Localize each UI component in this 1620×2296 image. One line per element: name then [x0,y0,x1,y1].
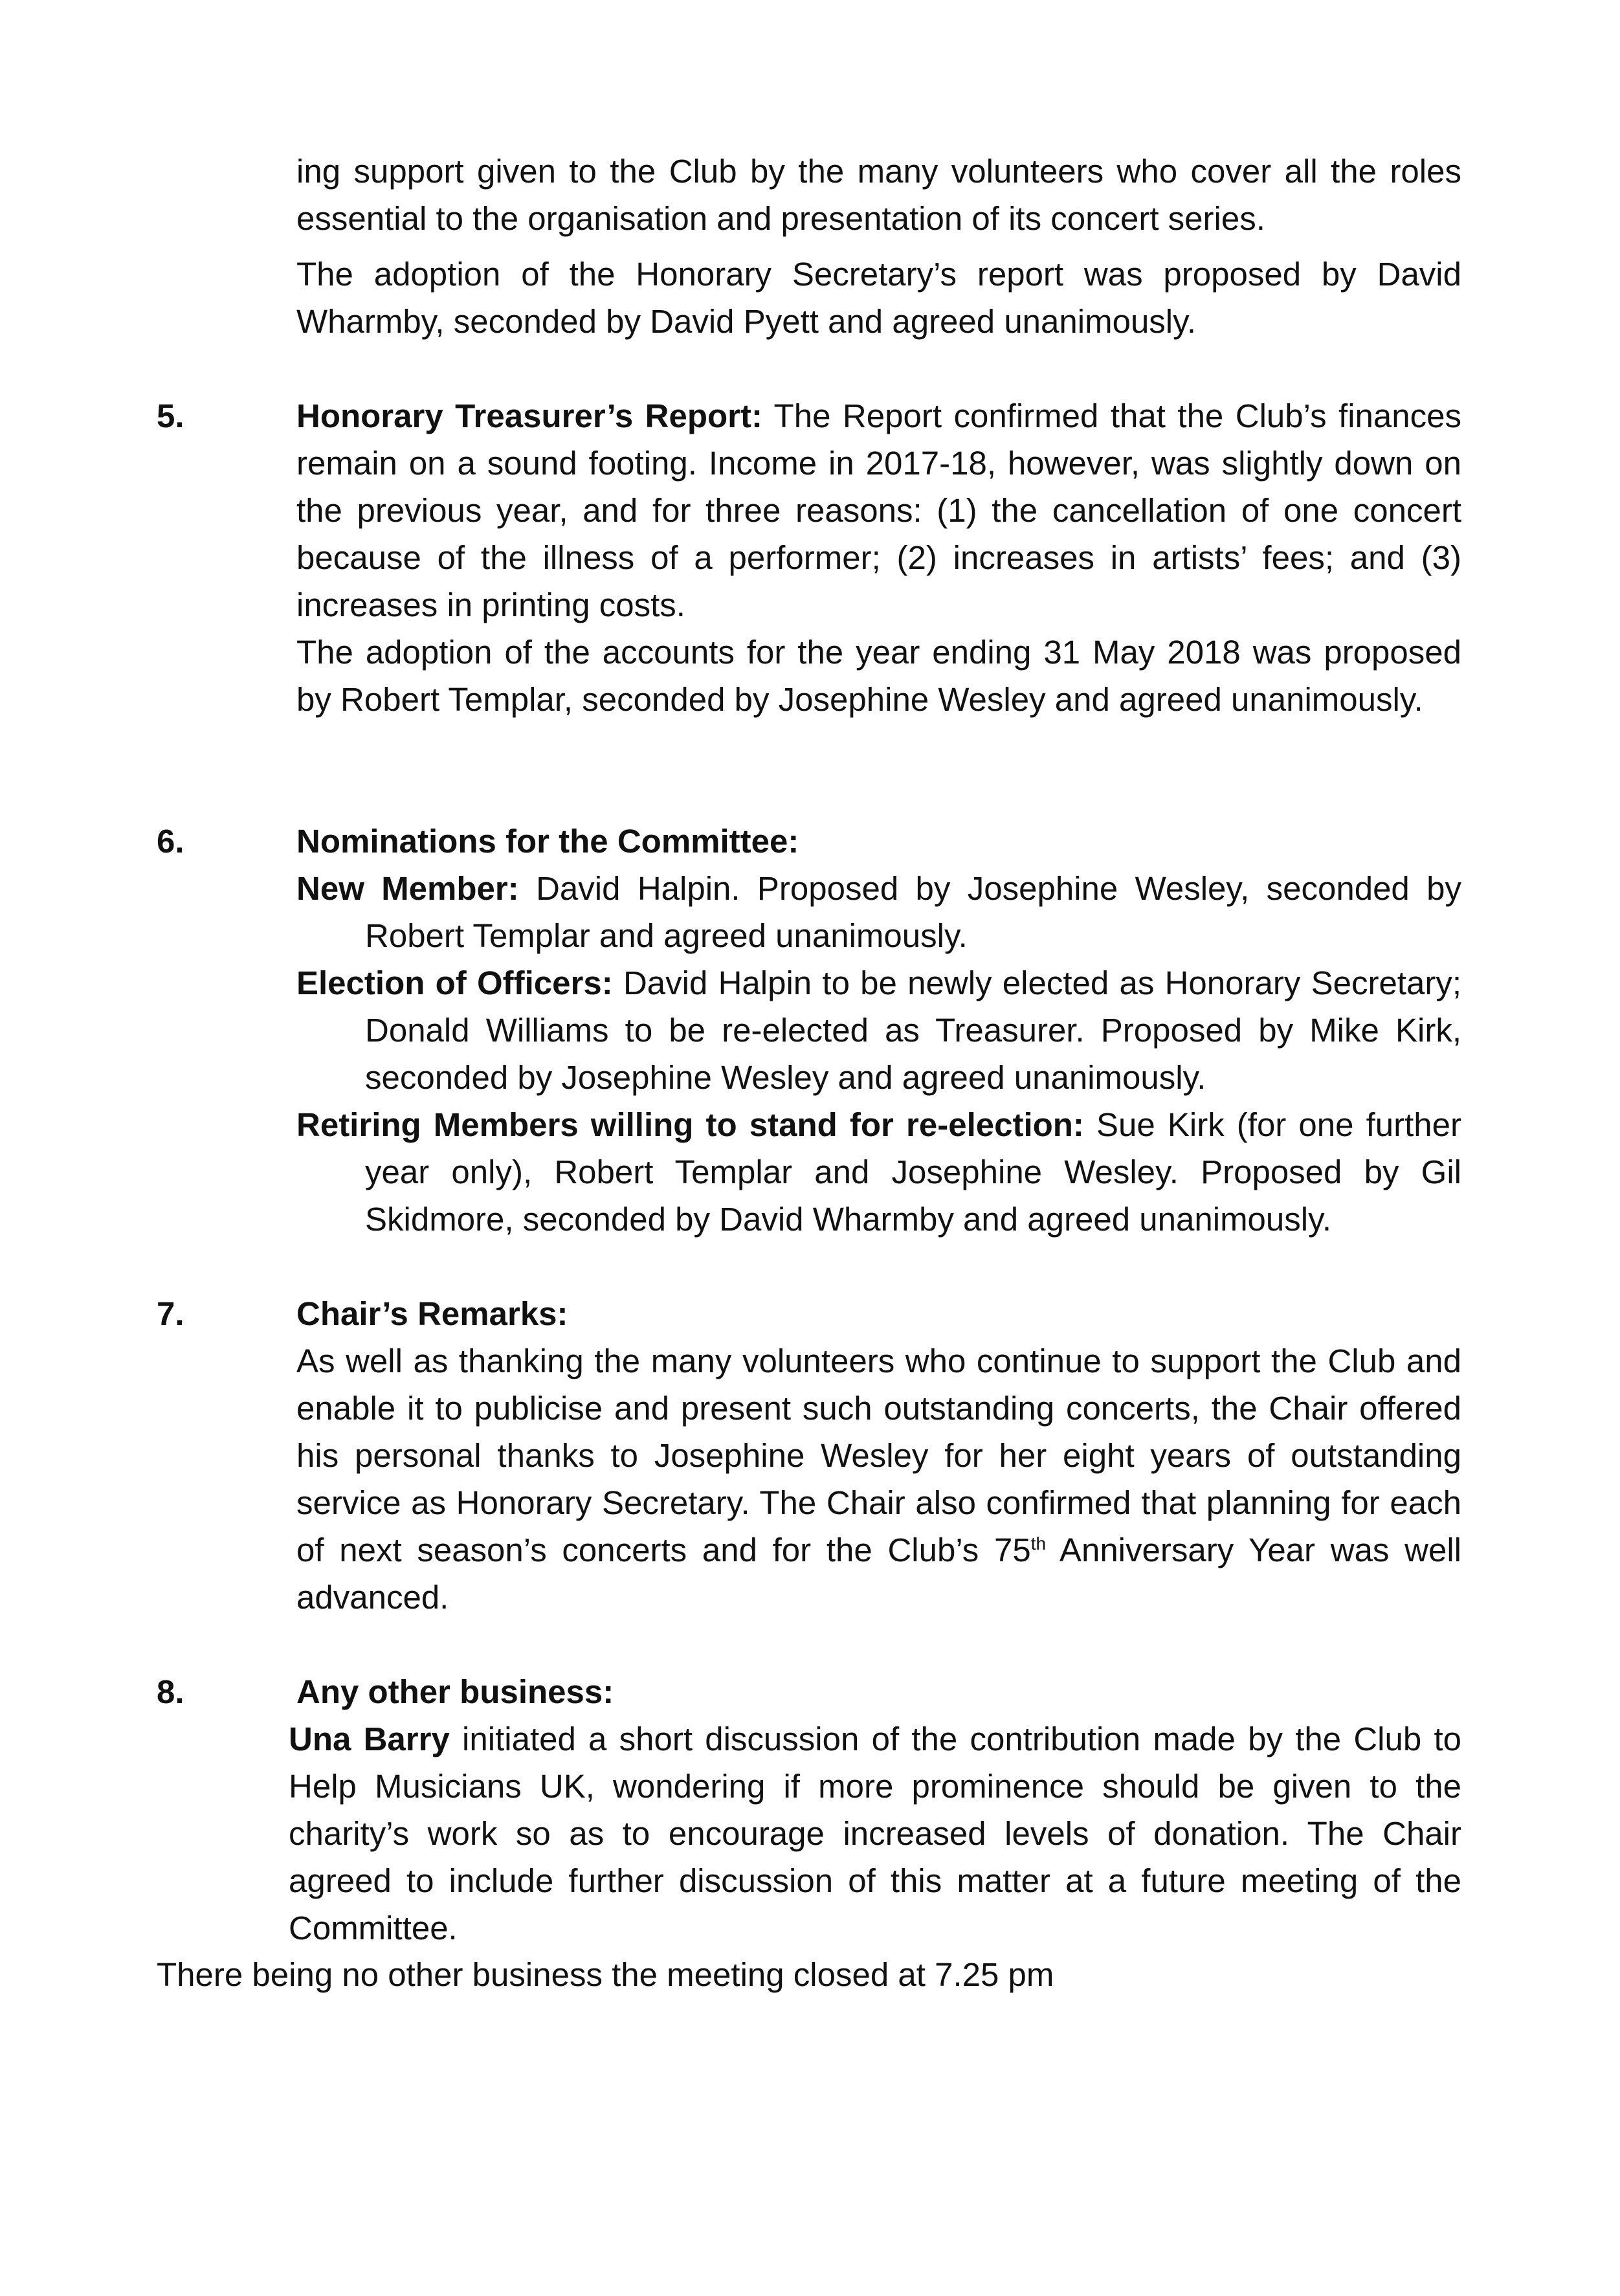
item-5-paragraph [296,392,1461,629]
item-5-text: The Report confirmed that the Club’s finances remain on a sound footing. Income in 2017-18, however, was slightly down on the previous year, and for three reasons: (1) the cancellation of one concert because of the illness of a performer; (2) increases in artists’ fees; and (3) increases in printing costs. [296,397,1461,623]
item-7-text-end: Anniversary Year was well advanced. [296,1532,1461,1616]
election-of-officers-entry [296,959,1461,1101]
item-5-adoption-paragraph [296,629,1461,723]
item-5-adoption-text: The adoption of the accounts for the year ending 31 May 2018 was proposed by Robert Templar, seconded by Josephine Wesley and agreed unanimously. [296,634,1461,718]
item-7-number: 7. [157,1295,184,1332]
item-8-number: 8. [157,1673,184,1710]
continuation-paragraph [296,148,1461,242]
item-8-name: Una Barry [289,1721,450,1757]
retiring-members-label: Retiring Members willing to stand for re-election: [296,1106,1084,1143]
new-member-entry [296,865,1461,959]
item-6-number: 6. [157,823,184,860]
retiring-members-entry [296,1101,1461,1243]
new-member-label: New Member: [296,870,519,907]
item-5-number: 5. [157,397,184,434]
election-of-officers-label: Election of Officers: [296,964,613,1001]
continuation-text: ing support given to the Club by the many volunteers who cover all the roles essential to the organisation and presentation of its concert series. [296,153,1461,237]
item-5-heading: Honorary Treasurer’s Report: [296,397,762,434]
retiring-members-text: Sue Kirk (for one further year only), Robert Templar and Josephine Wesley. Proposed by Gil Skidmore, seconded by David Wharmby and agreed unanimously. [365,1106,1461,1238]
new-member-text: David Halpin. Proposed by Josephine Wesley, seconded by Robert Templar and agreed unanimously. [365,870,1461,954]
item-8-paragraph [289,1715,1461,1952]
secretary-report-adoption-text: The adoption of the Honorary Secretary’s report was proposed by David Wharmby, seconded by David Pyett and agreed unanimously. [296,256,1461,340]
item-6-heading: Nominations for the Committee: [296,823,799,860]
item-8-heading: Any other business: [296,1673,614,1710]
item-7-paragraph [296,1337,1461,1621]
election-of-officers-text: David Halpin to be newly elected as Honorary Secretary; Donald Williams to be re-elected as Treasurer. Proposed by Mike Kirk, seconded by Josephine Wesley and agreed unanimously. [365,964,1461,1096]
closing-statement: There being no other business the meeting closed at 7.25 pm [157,1956,1054,1993]
item-7-heading: Chair’s Remarks: [296,1295,568,1332]
item-8-text: initiated a short discussion of the contribution made by the Club to Help Musicians UK, wondering if more prominence should be given to the charity’s work so as to encourage increased levels of donation. The Chair agreed to include further discussion of this matter at a future meeting of the Committee. [289,1721,1461,1946]
secretary-report-adoption-paragraph [296,251,1461,345]
item-7-text: As well as thanking the many volunteers who continue to support the Club and enable it to publicise and present such outstanding concerts, the Chair offered his personal thanks to Josephine Wesley for her eight years of outstanding service as Honorary Secretary. The Chair also confirmed that planning for each of next season’s concerts and for the Club’s 75 [296,1343,1461,1568]
ordinal-superscript: th [1030,1533,1047,1554]
